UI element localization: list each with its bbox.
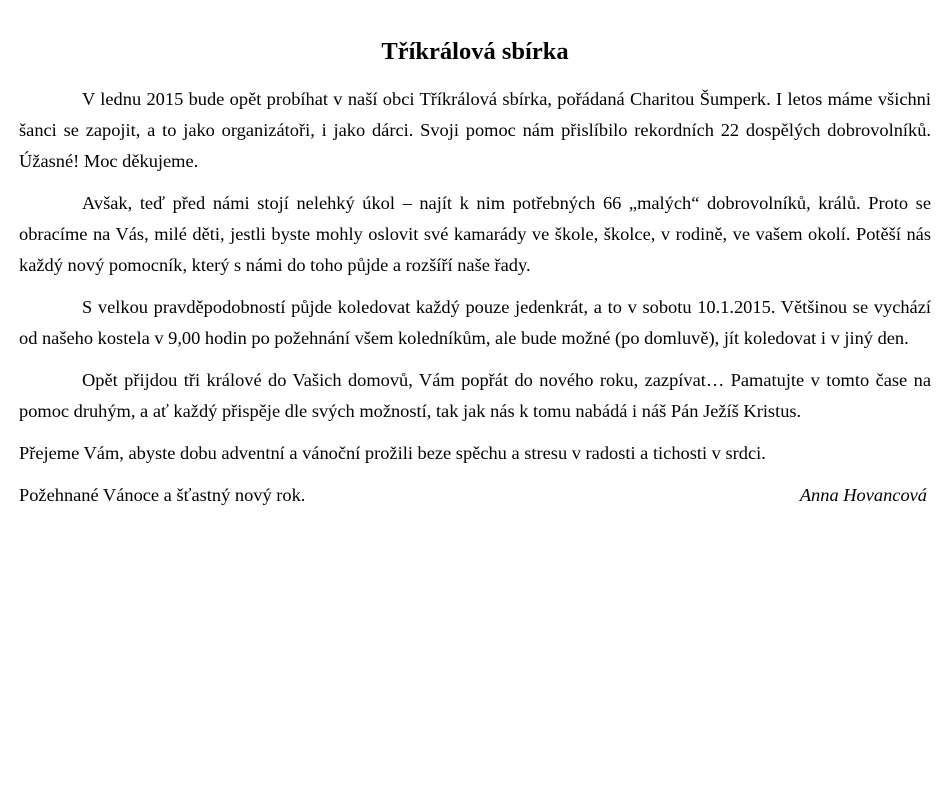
document-title: Tříkrálová sbírka (381, 38, 569, 65)
paragraph-4: Opět přijdou tři králové do Vašich domovů, Vám popřát do nového roku, zazpívat… Pamatujte v tomto čase na pomoc druhým, a ať každý přispěje dle svých možností, tak jak nás k tomu nabádá i náš Pán Ježíš Kristus. (19, 370, 931, 421)
paragraph-2: Avšak, teď před námi stojí nelehký úkol – najít k nim potřebných 66 „malých“ dobrovolníků, králů. Proto se obracíme na Vás, milé děti, jestli byste mohly oslovit své kamarády ve škole, školce, v rodině, ve vašem okolí. Potěší nás každý nový pomocník, který s námi do toho půjde a rozšíří naše řady. (19, 193, 931, 275)
paragraph-3: S velkou pravděpodobností půjde koledovat každý pouze jedenkrát, a to v sobotu 10.1.2015. Většinou se vychází od našeho kostela v 9,00 hodin po požehnání všem koledníkům, ale bude možné (po domluvě), jít koledovat i v jiný den. (19, 297, 931, 348)
document-page (19, 36, 931, 511)
paragraph-1: V lednu 2015 bude opět probíhat v naší obci Tříkrálová sbírka, pořádaná Charitou Šumperk. I letos máme všichni šanci se zapojit, a to jako organizátoři, i jako dárci. Svoji pomoc nám přislíbilo rekordních 22 dospělých dobrovolníků. Úžasné! Moc děkujeme. (19, 89, 931, 171)
closing-greeting: Požehnané Vánoce a šťastný nový rok. (19, 485, 306, 505)
closing-line (19, 480, 931, 511)
author-signature: Anna Hovancová (799, 485, 927, 505)
paragraph-5: Přejeme Vám, abyste dobu adventní a vánoční prožili beze spěchu a stresu v radosti a tichosti v srdci. (19, 443, 766, 463)
